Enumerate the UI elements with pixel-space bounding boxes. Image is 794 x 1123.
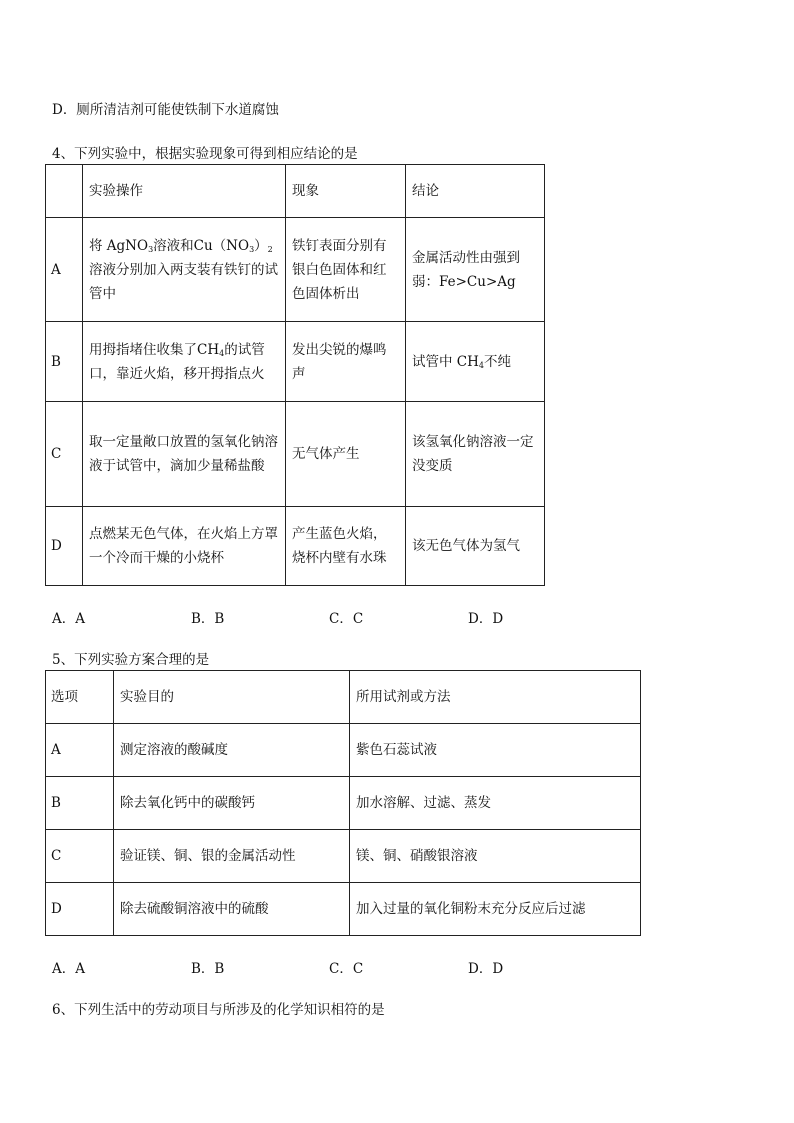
q5-row-b-purpose: 除去氧化钙中的碳酸钙 (114, 777, 350, 830)
q4-header-blank (46, 165, 83, 218)
q4-row-b-operation: 用拇指堵住收集了$CH_4$的试管口，靠近火焰，移开拇指点火 (83, 322, 286, 402)
q3-option-d: D．厕所清洁剂可能使铁制下水道腐蚀 (52, 102, 279, 118)
row-label: D (46, 883, 114, 936)
q4-row-a-phenomenon: 铁钉表面分别有银白色固体和红色固体析出 (286, 218, 406, 322)
q5-row-c-method: 镁、铜、硝酸银溶液 (350, 830, 641, 883)
table-row (46, 218, 545, 322)
table-row (46, 507, 545, 586)
table-row (46, 777, 641, 830)
q6-stem: 6、下列生活中的劳动项目与所涉及的化学知识相符的是 (52, 1002, 385, 1018)
row-label: C (46, 830, 114, 883)
row-label: C (46, 402, 83, 507)
row-label: B (46, 322, 83, 402)
row-label: A (46, 724, 114, 777)
table-row (46, 402, 545, 507)
q4-option-b[interactable]: B．B (191, 611, 225, 627)
q5-table (45, 670, 641, 936)
table-row (46, 322, 545, 402)
q4-header-operation: 实验操作 (83, 165, 286, 218)
row-label: D (46, 507, 83, 586)
q5-option-d[interactable]: D．D (468, 961, 504, 977)
table-row (46, 830, 641, 883)
q4-row-d-conclusion: 该无色气体为氢气 (406, 507, 545, 586)
q4-header-conclusion: 结论 (406, 165, 545, 218)
q5-row-b-method: 加水溶解、过滤、蒸发 (350, 777, 641, 830)
q4-row-c-conclusion: 该氢氧化钠溶液一定没变质 (406, 402, 545, 507)
q4-table (45, 164, 545, 586)
q5-header-purpose: 实验目的 (114, 671, 350, 724)
q5-row-a-method: 紫色石蕊试液 (350, 724, 641, 777)
q4-row-c-operation: 取一定量敞口放置的氢氧化钠溶液于试管中，滴加少量稀盐酸 (83, 402, 286, 507)
q4-option-d[interactable]: D．D (468, 611, 504, 627)
q5-row-a-purpose: 测定溶液的酸碱度 (114, 724, 350, 777)
q4-row-a-conclusion: 金属活动性由强到弱：Fe>Cu>Ag (406, 218, 545, 322)
q5-row-c-purpose: 验证镁、铜、银的金属活动性 (114, 830, 350, 883)
q4-row-d-phenomenon: 产生蓝色火焰，烧杯内壁有水珠 (286, 507, 406, 586)
q5-header-row (46, 671, 641, 724)
q4-header-row (46, 165, 545, 218)
q4-stem: 4、下列实验中，根据实验现象可得到相应结论的是 (52, 146, 358, 162)
q5-option-b[interactable]: B．B (191, 961, 225, 977)
q4-option-a[interactable]: A．A (52, 611, 85, 627)
q4-row-b-phenomenon: 发出尖锐的爆鸣声 (286, 322, 406, 402)
row-label: A (46, 218, 83, 322)
q4-row-a-operation: 将 AgNO$_3$溶液和$Cu(NO_3)_2$溶液分别加入两支装有铁钉的试管中 (83, 218, 286, 322)
q4-header-phenomenon: 现象 (286, 165, 406, 218)
q5-header-option: 选项 (46, 671, 114, 724)
q5-option-c[interactable]: C．C (329, 961, 364, 977)
q5-row-d-method: 加入过量的氧化铜粉末充分反应后过滤 (350, 883, 641, 936)
q4-row-c-phenomenon: 无气体产生 (286, 402, 406, 507)
q5-row-d-purpose: 除去硫酸铜溶液中的硫酸 (114, 883, 350, 936)
q4-row-d-operation: 点燃某无色气体，在火焰上方罩一个冷而干燥的小烧杯 (83, 507, 286, 586)
q5-option-a[interactable]: A．A (52, 961, 85, 977)
q5-stem: 5、下列实验方案合理的是 (52, 652, 210, 668)
q4-row-b-conclusion: 试管中 $CH_4$不纯 (406, 322, 545, 402)
q4-option-c[interactable]: C．C (329, 611, 364, 627)
table-row (46, 883, 641, 936)
q5-header-method: 所用试剂或方法 (350, 671, 641, 724)
row-label: B (46, 777, 114, 830)
table-row (46, 724, 641, 777)
